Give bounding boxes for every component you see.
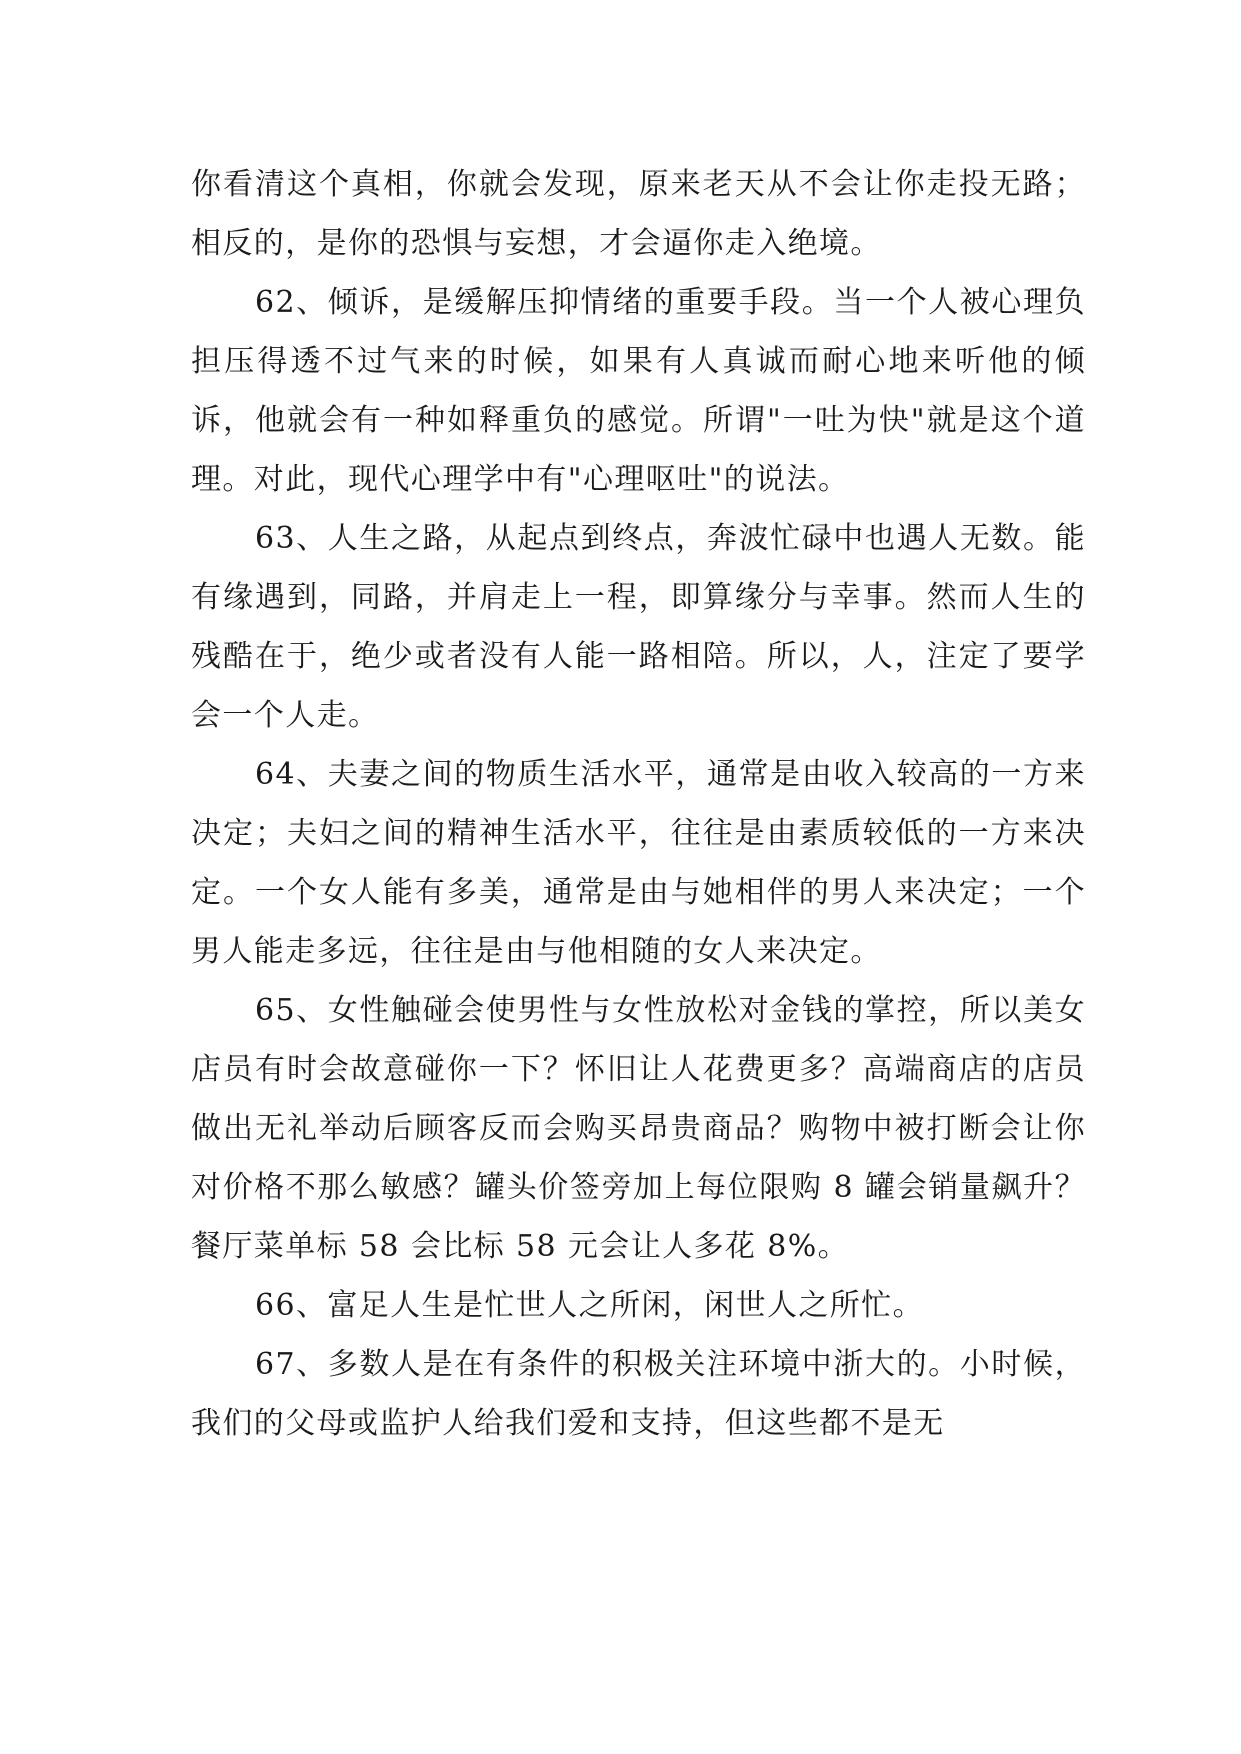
body-text bbox=[191, 155, 1086, 1453]
paragraph-63: 63、人生之路，从起点到终点，奔波忙碌中也遇人无数。能有缘遇到，同路，并肩走上一程，即算缘分与幸事。然而人生的残酷在于，绝少或者没有人能一路相陪。所以，人，注定了要学会一个人走。 bbox=[191, 521, 1086, 733]
paragraph-continuation: 你看清这个真相，你就会发现，原来老天从不会让你走投无路；相反的，是你的恐惧与妄想，才会逼你走入绝境。 bbox=[191, 167, 1086, 261]
paragraph-64: 64、夫妻之间的物质生活水平，通常是由收入较高的一方来决定；夫妇之间的精神生活水平，往往是由素质较低的一方来决定。一个女人能有多美，通常是由与她相伴的男人来决定；一个男人能走多远，往往是由与他相随的女人来决定。 bbox=[191, 757, 1086, 969]
paragraph-66: 66、富足人生是忙世人之所闲，闲世人之所忙。 bbox=[255, 1288, 924, 1323]
paragraph-62: 62、倾诉，是缓解压抑情绪的重要手段。当一个人被心理负担压得透不过气来的时候，如果有人真诚而耐心地来听他的倾诉，他就会有一种如释重负的感觉。所谓"一吐为快"就是这个道理。对此，现代心理学中有"心理呕吐"的说法。 bbox=[191, 285, 1086, 497]
paragraph-65: 65、女性触碰会使男性与女性放松对金钱的掌控，所以美女店员有时会故意碰你一下？怀旧让人花费更多？高端商店的店员做出无礼举动后顾客反而会购买昂贵商品？购物中被打断会让你对价格不那么敏感？罐头价签旁加上每位限购 8 罐会销量飙升？餐厅菜单标 58 会比标 58 元会让人多花 8%。 bbox=[191, 993, 1086, 1264]
paragraph-67: 67、多数人是在有条件的积极关注环境中浙大的。小时候，我们的父母或监护人给我们爱和支持，但这些都不是无 bbox=[191, 1347, 1086, 1441]
